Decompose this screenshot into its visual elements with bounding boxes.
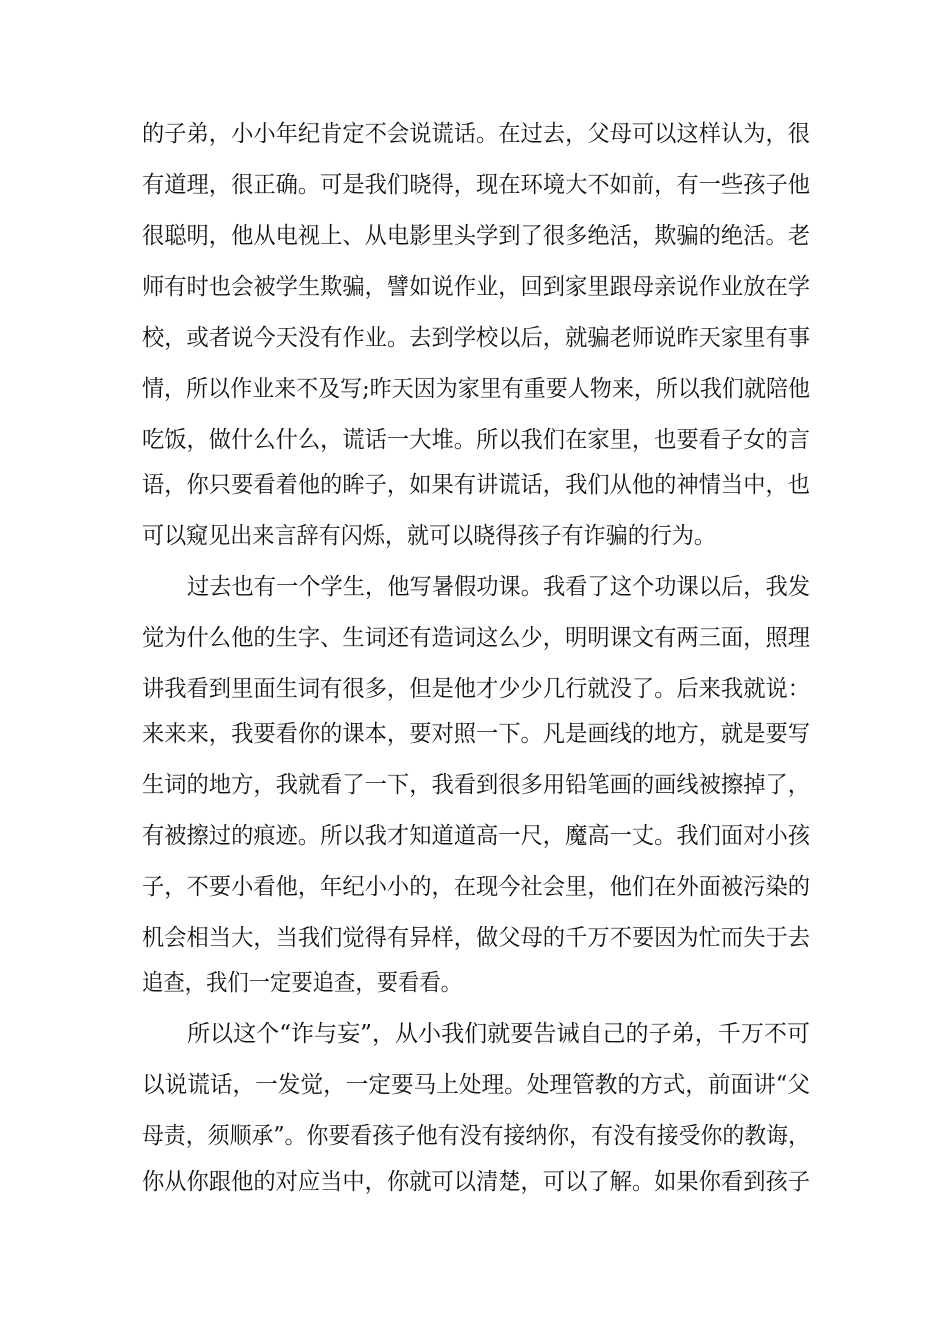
- text-line: [0, 963, 950, 1003]
- line-text: 语，你只要看着他的眸子，如果有讲谎话，我们从他的神情当中，也: [142, 472, 810, 498]
- line-text: 过去也有一个学生，他写暑假功课。我看了这个功课以后，我发: [187, 574, 810, 600]
- line-text: 吃饭，做什么什么，谎话一大堆。所以我们在家里，也要看子女的言: [142, 427, 810, 453]
- text-line: [0, 114, 950, 154]
- text-line: [0, 369, 950, 409]
- line-text: 生词的地方，我就看了一下，我看到很多用铅笔画的画线被擦掉了，: [142, 772, 810, 798]
- text-line: [0, 420, 950, 460]
- text-line: [0, 165, 950, 205]
- text-line: [0, 918, 950, 958]
- line-text: 有被擦过的痕迹。所以我才知道道高一尺，魔高一丈。我们面对小孩: [142, 823, 810, 849]
- text-line: [0, 816, 950, 856]
- line-text: 很聪明，他从电视上、从电影里头学到了很多绝活，欺骗的绝活。老: [142, 223, 810, 249]
- line-text: 子，不要小看他，年纪小小的，在现今社会里，他们在外面被污染的: [142, 874, 810, 900]
- text-line: [0, 1116, 950, 1156]
- line-text: 机会相当大，当我们觉得有异样，做父母的千万不要因为忙而失于去: [142, 925, 810, 951]
- line-text: 追查，我们一定要追查，要看看。: [142, 970, 462, 996]
- line-text: 情，所以作业来不及写;昨天因为家里有重要人物来，所以我们就陪他: [142, 376, 810, 402]
- text-line: [0, 1162, 950, 1202]
- text-line: [0, 567, 950, 607]
- line-text: 的子弟，小小年纪肯定不会说谎话。在过去，父母可以这样认为，很: [142, 121, 810, 147]
- line-text: 校，或者说今天没有作业。去到学校以后，就骗老师说昨天家里有事: [142, 325, 810, 351]
- line-text: 有道理，很正确。可是我们晓得，现在环境大不如前，有一些孩子他: [142, 172, 810, 198]
- line-text: 来来来，我要看你的课本，要对照一下。凡是画线的地方，就是要写: [142, 721, 810, 747]
- text-line: [0, 465, 950, 505]
- line-text: 你从你跟他的对应当中，你就可以清楚，可以了解。如果你看到孩子: [142, 1169, 810, 1195]
- line-text: 师有时也会被学生欺骗，譬如说作业，回到家里跟母亲说作业放在学: [142, 274, 810, 300]
- text-line: [0, 765, 950, 805]
- text-line: [0, 618, 950, 658]
- text-line: [0, 516, 950, 556]
- line-text: 可以窥见出来言辞有闪烁，就可以晓得孩子有诈骗的行为。: [142, 523, 716, 549]
- text-line: [0, 867, 950, 907]
- text-line: [0, 1065, 950, 1105]
- line-text: 觉为什么他的生字、生词还有造词这么少，明明课文有两三面，照理: [142, 625, 810, 651]
- text-line: [0, 267, 950, 307]
- text-line: [0, 1014, 950, 1054]
- text-line: [0, 216, 950, 256]
- line-text: 讲我看到里面生词有很多，但是他才少少几行就没了。后来我就说：: [142, 676, 810, 702]
- text-line: [0, 669, 950, 709]
- line-text: 母责，须顺承”。你要看孩子他有没有接纳你，有没有接受你的教诲，: [142, 1123, 810, 1149]
- text-line: [0, 318, 950, 358]
- text-line: [0, 714, 950, 754]
- line-text: 所以这个“诈与妄”，从小我们就要告诫自己的子弟，千万不可: [187, 1021, 810, 1047]
- line-text: 以说谎话，一发觉，一定要马上处理。处理管教的方式，前面讲“父: [142, 1072, 810, 1098]
